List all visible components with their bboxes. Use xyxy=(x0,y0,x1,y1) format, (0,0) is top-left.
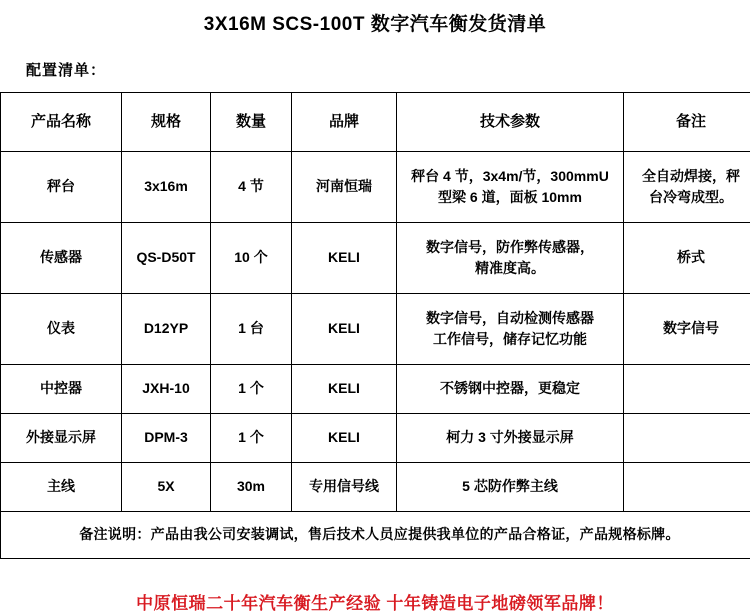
note-line-1: 桥式 xyxy=(628,247,750,268)
table-row xyxy=(1,293,750,364)
cell-spec: D12YP xyxy=(122,293,211,364)
cell-quantity: 1 个 xyxy=(211,364,292,413)
page-title: 3X16M SCS-100T 数字汽车衡发货清单 xyxy=(0,0,750,37)
cell-spec: 3x16m xyxy=(122,151,211,222)
cell-spec: DPM-3 xyxy=(122,413,211,462)
column-header-product-name: 产品名称 xyxy=(1,92,122,151)
tech-line-2: 精准度高。 xyxy=(401,258,619,279)
cell-spec: JXH-10 xyxy=(122,364,211,413)
cell-remarks xyxy=(624,413,750,462)
tech-line-1: 数字信号，防作弊传感器， xyxy=(401,237,619,258)
footnote-text: 备注说明：产品由我公司安装调试，售后技术人员应提供我单位的产品合格证，产品规格标牌。 xyxy=(1,511,750,558)
cell-brand: 专用信号线 xyxy=(292,462,397,511)
cell-product-name: 外接显示屏 xyxy=(1,413,122,462)
cell-tech-params: 5 芯防作弊主线 xyxy=(397,462,624,511)
company-slogan: 中原恒瑞二十年汽车衡生产经验 十年铸造电子地磅领军品牌！ xyxy=(0,559,750,614)
cell-quantity: 4 节 xyxy=(211,151,292,222)
cell-remarks xyxy=(624,151,750,222)
cell-product-name: 传感器 xyxy=(1,222,122,293)
cell-brand: KELI xyxy=(292,413,397,462)
column-header-brand: 品牌 xyxy=(292,92,397,151)
cell-quantity: 1 个 xyxy=(211,413,292,462)
table-footnote-row xyxy=(1,511,750,558)
cell-remarks xyxy=(624,462,750,511)
cell-product-name: 秤台 xyxy=(1,151,122,222)
table-row xyxy=(1,413,750,462)
cell-brand: 河南恒瑞 xyxy=(292,151,397,222)
cell-spec: 5X xyxy=(122,462,211,511)
table-row xyxy=(1,462,750,511)
tech-line-1: 秤台 4 节，3x4m/节，300mmU xyxy=(401,166,619,187)
cell-remarks xyxy=(624,293,750,364)
cell-tech-params: 柯力 3 寸外接显示屏 xyxy=(397,413,624,462)
配置清单-table xyxy=(0,92,750,559)
cell-remarks xyxy=(624,364,750,413)
cell-quantity: 30m xyxy=(211,462,292,511)
cell-brand: KELI xyxy=(292,364,397,413)
tech-line-2: 工作信号，储存记忆功能 xyxy=(401,329,619,350)
note-line-1: 数字信号 xyxy=(628,318,750,339)
tech-line-2: 型梁 6 道，面板 10mm xyxy=(401,187,619,208)
cell-remarks xyxy=(624,222,750,293)
table-row xyxy=(1,151,750,222)
cell-quantity: 10 个 xyxy=(211,222,292,293)
note-line-1: 全自动焊接，秤 xyxy=(628,166,750,187)
table-row xyxy=(1,364,750,413)
column-header-tech-params: 技术参数 xyxy=(397,92,624,151)
cell-tech-params xyxy=(397,222,624,293)
cell-tech-params: 不锈钢中控器，更稳定 xyxy=(397,364,624,413)
cell-product-name: 中控器 xyxy=(1,364,122,413)
cell-product-name: 仪表 xyxy=(1,293,122,364)
cell-spec: QS-D50T xyxy=(122,222,211,293)
note-line-2: 台冷弯成型。 xyxy=(628,187,750,208)
table-row xyxy=(1,222,750,293)
column-header-remarks: 备注 xyxy=(624,92,750,151)
table-header-row xyxy=(1,92,750,151)
section-subtitle: 配置清单： xyxy=(0,37,750,92)
cell-product-name: 主线 xyxy=(1,462,122,511)
cell-tech-params xyxy=(397,293,624,364)
column-header-quantity: 数量 xyxy=(211,92,292,151)
cell-brand: KELI xyxy=(292,222,397,293)
cell-brand: KELI xyxy=(292,293,397,364)
cell-tech-params xyxy=(397,151,624,222)
column-header-spec: 规格 xyxy=(122,92,211,151)
cell-quantity: 1 台 xyxy=(211,293,292,364)
tech-line-1: 数字信号，自动检测传感器 xyxy=(401,308,619,329)
